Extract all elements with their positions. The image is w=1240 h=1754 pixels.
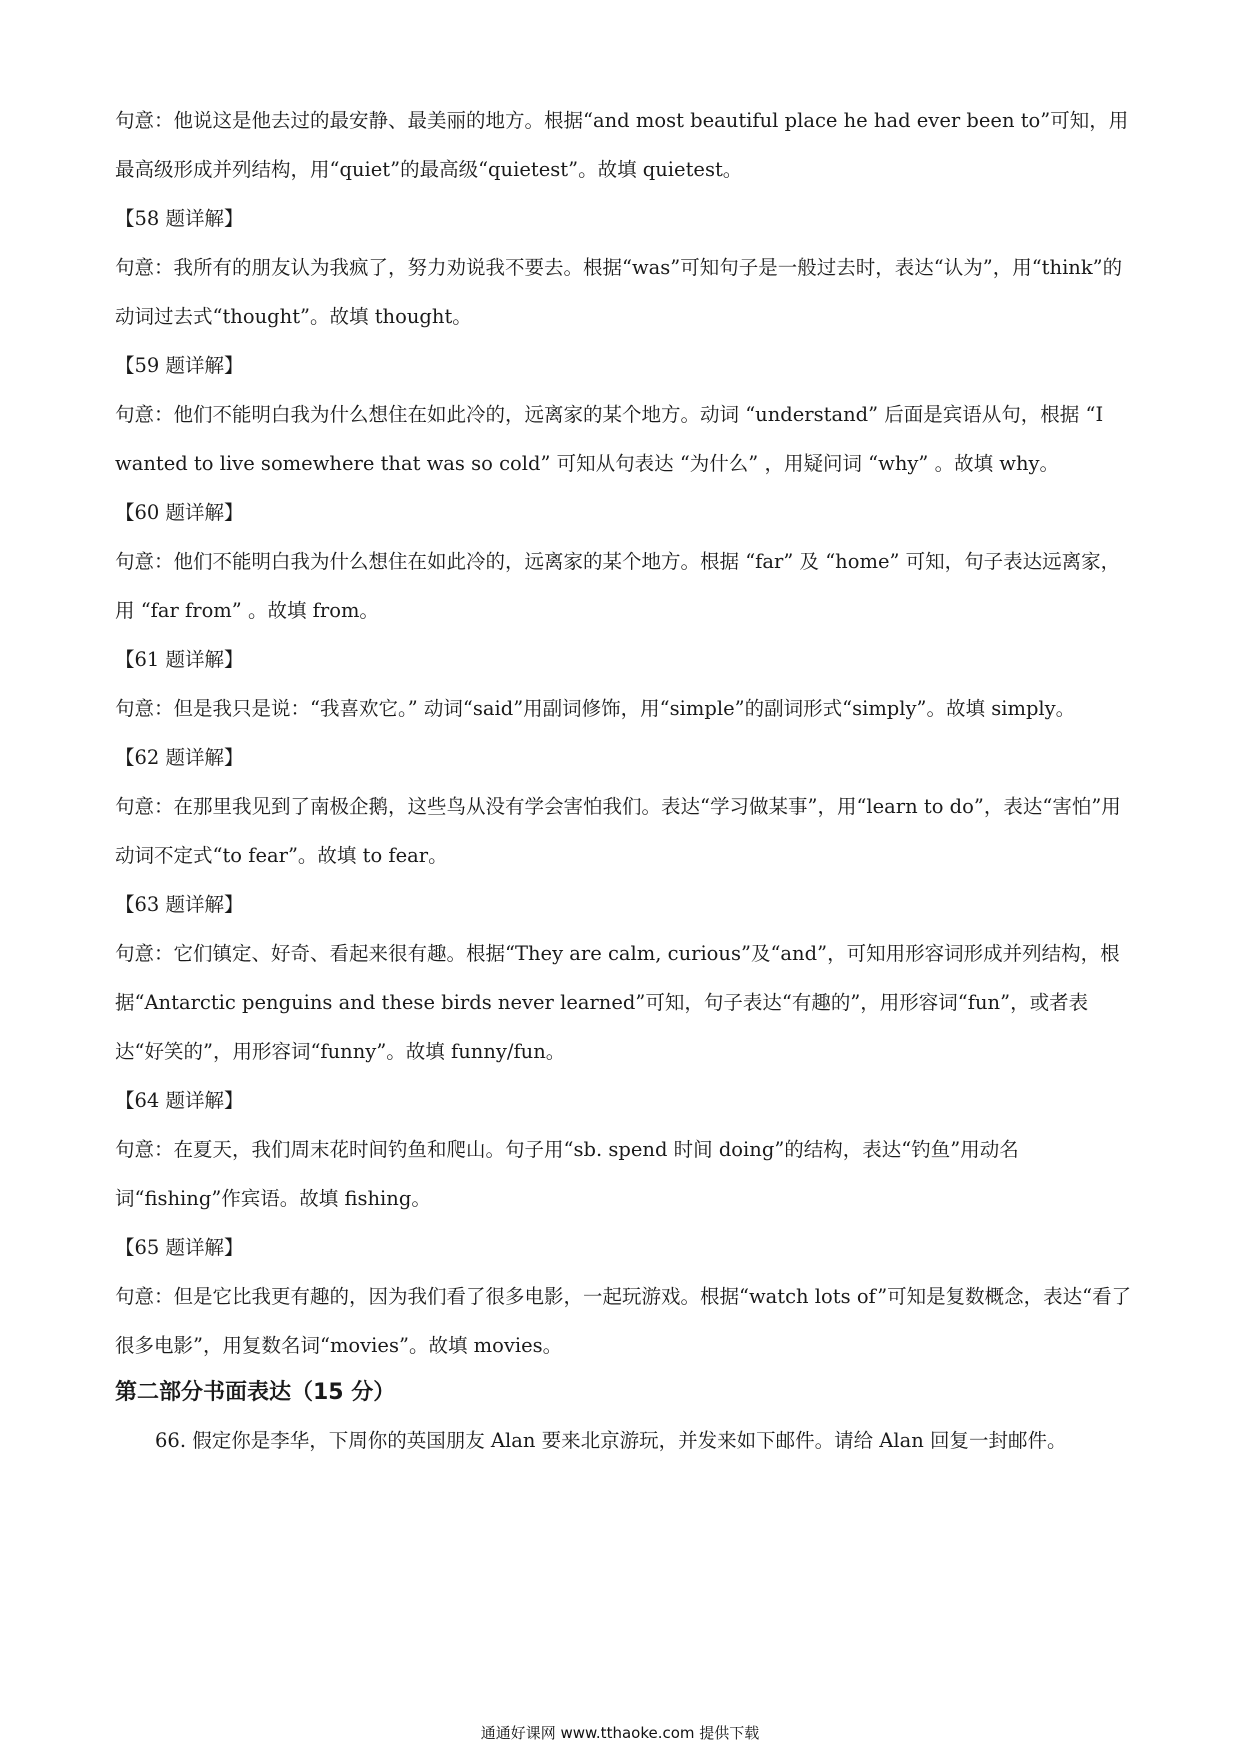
intro-explanation: 句意：他说这是他去过的最安静、最美丽的地方。根据“and most beautiful place he had ever been to”可知，用最高级形成并列结构，用“quiet”的最高级“quietest”。故填 quietest。	[115, 109, 1129, 181]
item-explanation: 句意：但是它比我更有趣的，因为我们看了很多电影，一起玩游戏。根据“watch lots of”可知是复数概念，表达“看了很多电影”，用复数名词“movies”。故填 movies。	[115, 1285, 1132, 1357]
item-explanation: 句意：它们镇定、好奇、看起来很有趣。根据“They are calm, curious”及“and”，可知用形容词形成并列结构，根据“Antarctic penguins and these birds never learned”可知，句子表达“有趣的”，用形容词“fun”，或者表达“好笑的”，用形容词“funny”。故填 funny/fun。	[115, 942, 1120, 1063]
item-65	[115, 1223, 1135, 1370]
footer-source: 通通好课网 www.tthaoke.com 提供下载	[480, 1724, 760, 1742]
item-heading: 【58 题详解】	[115, 207, 244, 230]
item-58	[115, 194, 1135, 341]
section-title: 第二部分书面表达（15 分）	[115, 1380, 396, 1405]
item-explanation: 句意：在那里我见到了南极企鹅，这些鸟从没有学会害怕我们。表达“学习做某事”，用“learn to do”，表达“害怕”用动词不定式“to fear”。故填 to fear。	[115, 795, 1121, 867]
item-explanation: 句意：在夏天，我们周末花时间钓鱼和爬山。句子用“sb. spend 时间 doing”的结构，表达“钓鱼”用动名词“fishing”作宾语。故填 fishing。	[115, 1138, 1019, 1210]
item-heading: 【61 题详解】	[115, 648, 244, 671]
document-body	[115, 96, 1135, 1465]
writing-task: 66. 假定你是李华，下周你的英国朋友 Alan 要来北京游玩，并发来如下邮件。请给 Alan 回复一封邮件。	[155, 1429, 1067, 1452]
item-explanation: 句意：他们不能明白我为什么想住在如此冷的，远离家的某个地方。动词 “understand” 后面是宾语从句，根据 “I wanted to live somewhere that was so cold” 可知从句表达 “为什么” ，用疑问词 “why” 。故填 why。	[115, 403, 1104, 475]
item-heading: 【62 题详解】	[115, 746, 244, 769]
item-63	[115, 880, 1135, 1076]
item-60	[115, 488, 1135, 635]
item-59	[115, 341, 1135, 488]
item-heading: 【59 题详解】	[115, 354, 244, 377]
item-explanation: 句意：我所有的朋友认为我疯了，努力劝说我不要去。根据“was”可知句子是一般过去时，表达“认为”，用“think”的动词过去式“thought”。故填 thought。	[115, 256, 1123, 328]
item-62	[115, 733, 1135, 880]
item-heading: 【63 题详解】	[115, 893, 244, 916]
item-heading: 【65 题详解】	[115, 1236, 244, 1259]
item-heading: 【64 题详解】	[115, 1089, 244, 1112]
item-64	[115, 1076, 1135, 1223]
item-explanation: 句意：他们不能明白我为什么想住在如此冷的，远离家的某个地方。根据 “far” 及 “home” 可知，句子表达远离家，用 “far from” 。故填 from。	[115, 550, 1121, 622]
item-explanation: 句意：但是我只是说：“我喜欢它。” 动词“said”用副词修饰，用“simple”的副词形式“simply”。故填 simply。	[115, 697, 1076, 720]
item-61	[115, 635, 1135, 733]
item-heading: 【60 题详解】	[115, 501, 244, 524]
